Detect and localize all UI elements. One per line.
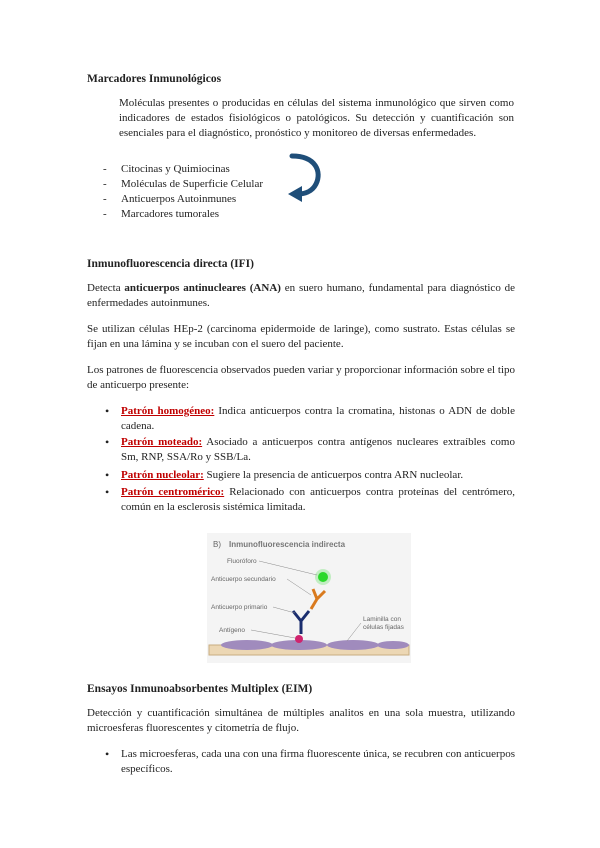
pattern-name: Patrón centromérico: (121, 486, 225, 498)
pattern-name: Patrón moteado: (121, 436, 203, 448)
pattern-item-centromerico: • Patrón centromérico: Relacionado con anticuerpos contra proteínas del centrómero, común en la esclerosis sistémica limitada. (105, 485, 515, 513)
pattern-name: Patrón nucleolar: (121, 469, 204, 481)
section-title-eim: Ensayos Inmunoabsorbentes Multiplex (EIM) (87, 683, 313, 695)
figure-panel-label: B) (213, 540, 221, 549)
cell (327, 640, 379, 650)
list-item: - Moléculas de Superficie Celular (103, 178, 264, 190)
list-item-label: Moléculas de Superficie Celular (121, 178, 264, 190)
figure-title: Inmunofluorescencia indirecta (229, 540, 346, 549)
label-antigeno: Antígeno (219, 627, 246, 634)
ana-keyword: anticuerpos antinucleares (ANA) (124, 282, 281, 294)
pattern-item-homogeneo: • Patrón homogéneo: Indica anticuerpos contra la cromatina, histonas o ADN de doble cadena. (105, 404, 515, 432)
immunofluorescence-diagram (207, 533, 411, 663)
p1-post: en suero humano, fundamental para diagnóstico de enfermedades autoinmunes. (87, 282, 516, 309)
pattern-text: Relacionado con anticuerpos contra proteínas del centrómero, común en la esclerosis sistémica limitada. (121, 486, 515, 513)
cell (221, 640, 273, 650)
eim-bullet: • Las microesferas, cada una con una firma fluorescente única, se recubren con anticuerpos específicos. (105, 747, 515, 775)
immunofluorescence-figure (207, 533, 411, 663)
p1-pre: Detecta (87, 282, 121, 294)
pattern-item-nucleolar: • Patrón nucleolar: Sugiere la presencia de anticuerpos contra ARN nucleolar. (105, 468, 464, 482)
label-laminilla-2: células fijadas (363, 624, 404, 631)
ifi-paragraph-3: Los patrones de fluorescencia observados pueden variar y proporcionar información sobre el tipo de anticuerpo presente: (87, 364, 515, 391)
list-item: - Anticuerpos Autoinmunes (103, 193, 237, 205)
antigen-icon (295, 635, 303, 643)
list-item-label: Anticuerpos Autoinmunes (121, 193, 237, 205)
pattern-text: Asociado a anticuerpos contra antígenos nucleares extraíbles como Sm, RNP, SSA/Ro y SSB/La. (121, 436, 515, 463)
label-anticuerpo-primario: Anticuerpo primario (211, 604, 268, 611)
eim-bullet-text: Las microesferas, cada una con una firma fluorescente única, se recubren con anticuerpos específicos. (121, 748, 515, 775)
curved-arrow-icon (286, 150, 328, 202)
pattern-name: Patrón homogéneo: (121, 405, 215, 417)
ifi-paragraph-1 (87, 281, 515, 311)
marcadores-description: Moléculas presentes o producidas en células del sistema inmunológico que sirven como indicadores de estados fisiológicos o patológicos. Su detección y cuantificación son esenciales para el diagnóstico, pronóstico y monitoreo de diversas enfermedades. (119, 97, 514, 139)
ifi-paragraph-2: Se utilizan células HEp-2 (carcinoma epidermoide de laringe), como sustrato. Estas células se fijan en una lámina y se incuban con el suero del paciente. (87, 323, 515, 350)
cell (377, 641, 409, 649)
label-anticuerpo-secundario: Anticuerpo secundario (211, 576, 276, 583)
section-title-marcadores: Marcadores Inmunológicos (87, 73, 222, 85)
list-item-label: Citocinas y Quimiocinas (121, 163, 230, 175)
label-fluoroforo: Fluoróforo (227, 558, 257, 565)
list-item: - Citocinas y Quimiocinas (103, 163, 230, 175)
pattern-text: Indica anticuerpos contra la cromatina, histonas o ADN de doble cadena. (121, 405, 515, 432)
eim-paragraph-1: Detección y cuantificación simultánea de múltiples analitos en una sola muestra, utilizando microesferas fluorescentes y citometría de flujo. (87, 707, 515, 734)
section-title-ifi: Inmunofluorescencia directa (IFI) (87, 258, 254, 270)
list-item: - Marcadores tumorales (103, 208, 220, 220)
pattern-item-moteado: • Patrón moteado: Asociado a anticuerpos contra antígenos nucleares extraíbles como Sm, RNP, SSA/Ro y SSB/La. (105, 435, 515, 463)
pattern-text: Sugiere la presencia de anticuerpos contra ARN nucleolar. (206, 469, 464, 481)
list-item-label: Marcadores tumorales (121, 208, 220, 220)
label-laminilla-1: Laminilla con (363, 616, 401, 623)
